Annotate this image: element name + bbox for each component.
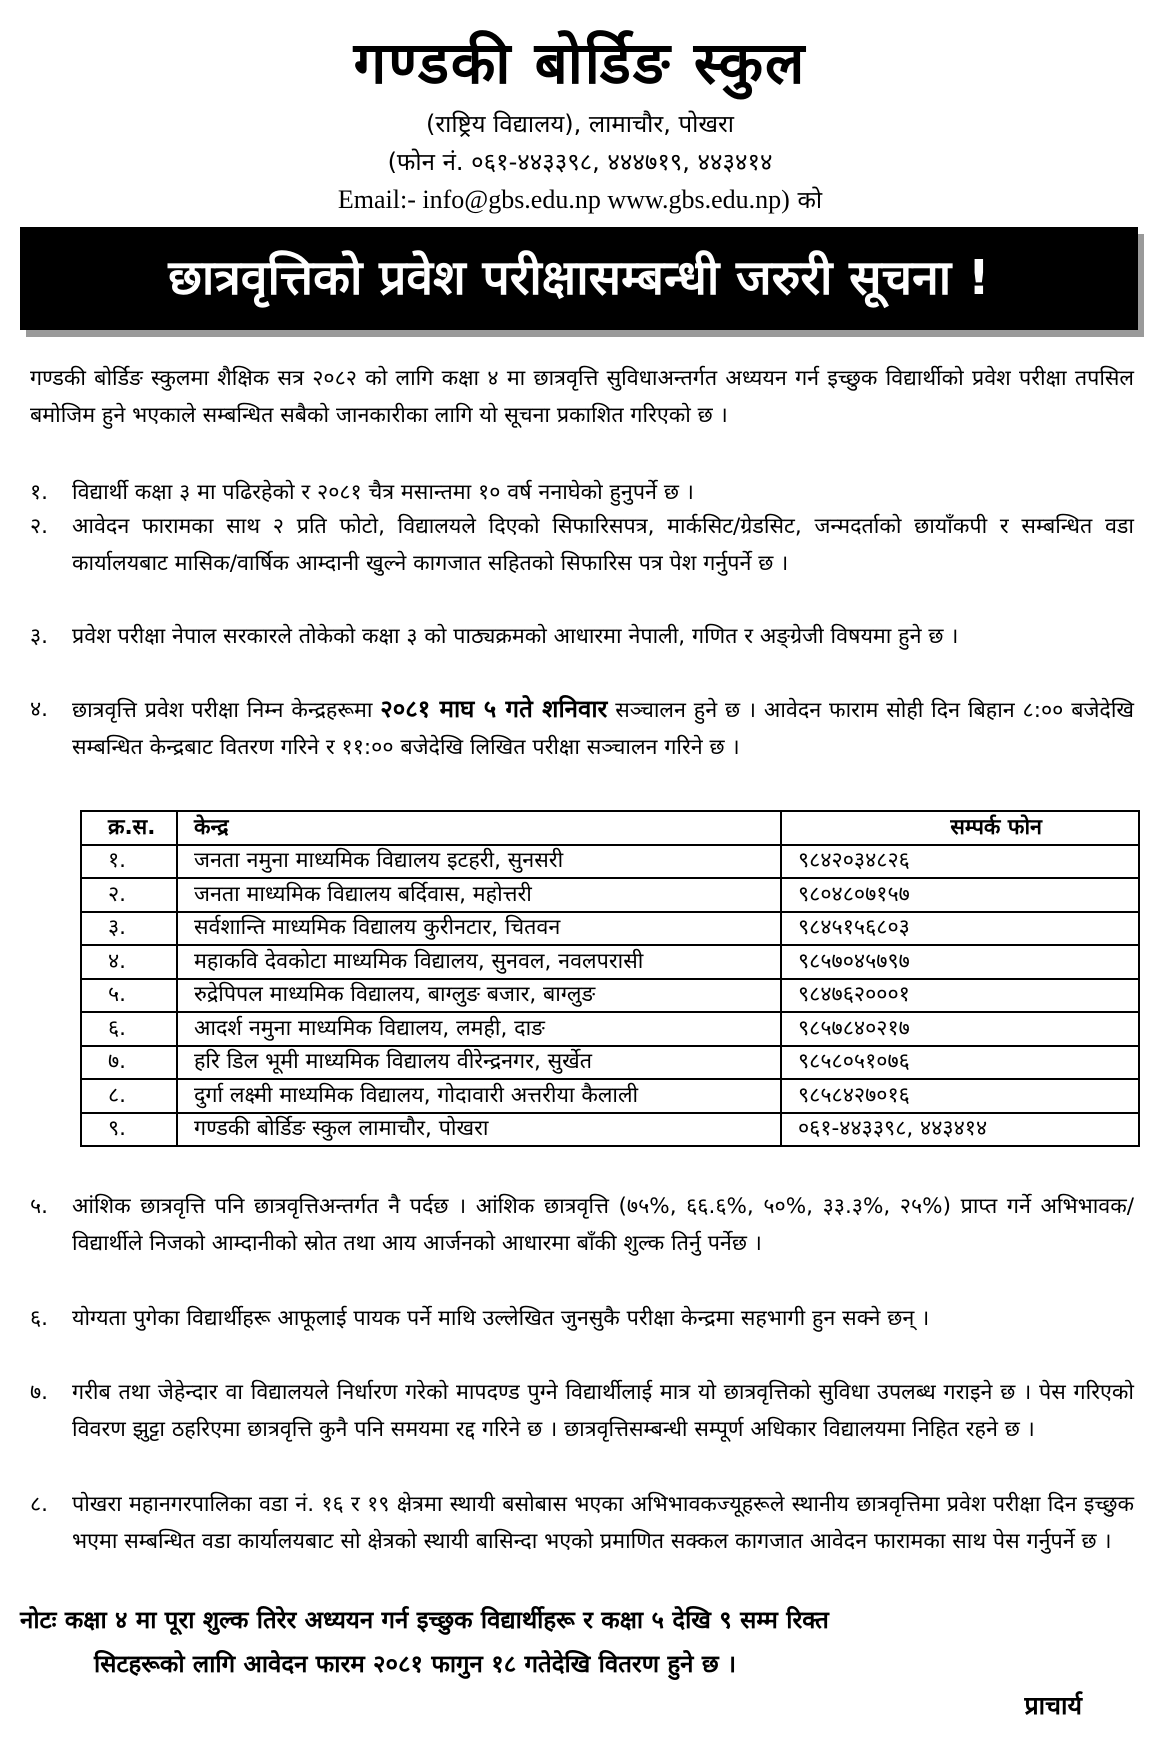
row-phone: ९८५८४२७०१६: [781, 1079, 1139, 1113]
item-text-before: छात्रवृत्ति प्रवेश परीक्षा निम्न केन्द्रहरूमा: [72, 698, 381, 723]
table-row: [81, 878, 1139, 912]
exam-centers-table: [80, 810, 1140, 1147]
intro-paragraph: गण्डकी बोर्डिङ स्कुलमा शैक्षिक सत्र २०८२ को लागि कक्षा ४ मा छात्रवृत्ति सुविधाअन्तर्गत अध्ययन गर्न इच्छुक विद्यार्थीको प्रवेश परीक्षा तपसिल बमोजिम हुने भएकाले सम्बन्धित सबैको जानकारीका लागि यो सूचना प्रकाशित गरिएको छ ।: [30, 366, 1134, 428]
notice-banner: [20, 227, 1138, 330]
item-number: २.: [30, 514, 49, 539]
list-item-5: [30, 1188, 1134, 1262]
table-row: [81, 1113, 1139, 1147]
item-text-after: सञ्चालन हुने छ । आवेदन फाराम सोही दिन बिहान ८:०० बजेदेखि सम्बन्धित केन्द्रबाट वितरण गरिने र ११:०० बजेदेखि लिखित परीक्षा सञ्चालन गरिने छ ।: [72, 698, 1134, 760]
row-sn: २.: [81, 878, 177, 912]
school-address: (राष्ट्रिय विद्यालय), लामाचौर, पोखरा: [426, 110, 734, 138]
list-item-2: [30, 508, 1134, 582]
row-phone: ९८५७८४०२१७: [781, 1012, 1139, 1046]
item-text: योग्यता पुगेका विद्यार्थीहरू आफूलाई पायक पर्ने माथि उल्लेखित जुनसुकै परीक्षा केन्द्रमा सहभागी हुन सक्ने छन् ।: [72, 1306, 930, 1331]
item-number: ५.: [30, 1194, 49, 1219]
header-sn: क्र.स.: [81, 811, 177, 845]
table-row: [81, 945, 1139, 979]
email-suffix: को: [789, 186, 823, 214]
table-row: [81, 979, 1139, 1013]
table-row: [81, 912, 1139, 946]
footer-note: [20, 1598, 1150, 1686]
row-center: दुर्गा लक्ष्मी माध्यमिक विद्यालय, गोदावारी अत्तरीया कैलाली: [177, 1079, 781, 1113]
row-center: हरि डिल भूमी माध्यमिक विद्यालय वीरेन्द्रनगर, सुर्खेत: [177, 1046, 781, 1080]
item-text: विद्यार्थी कक्षा ३ मा पढिरहेको र २०८१ चैत्र मसान्तमा १० वर्ष ननाघेको हुनुपर्ने छ ।: [72, 480, 694, 505]
row-sn: ३.: [81, 912, 177, 946]
item-number: ८.: [30, 1492, 49, 1517]
row-phone: ९८०४८०७१५७: [781, 878, 1139, 912]
table-row: [81, 845, 1139, 879]
item-number: ३.: [30, 624, 49, 649]
list-item-8: [30, 1486, 1134, 1560]
row-phone: ९८४७६२०००१: [781, 979, 1139, 1013]
header-phone: सम्पर्क फोन: [781, 811, 1139, 845]
item-number: ७.: [30, 1380, 49, 1405]
header-center: केन्द्र: [177, 811, 781, 845]
row-sn: १.: [81, 845, 177, 879]
row-center: जनता नमुना माध्यमिक विद्यालय इटहरी, सुनसरी: [177, 845, 781, 879]
table-row: [81, 1012, 1139, 1046]
notice-title: छात्रवृत्तिको प्रवेश परीक्षासम्बन्धी जरुरी सूचना !: [168, 250, 990, 306]
row-sn: ८.: [81, 1079, 177, 1113]
item-number: ६.: [30, 1306, 49, 1331]
item-text: पोखरा महानगरपालिका वडा नं. १६ र १९ क्षेत्रमा स्थायी बसोबास भएका अभिभावकज्यूहरूले स्थानीय छात्रवृत्तिमा प्रवेश परीक्षा दिन इच्छुक भएमा सम्बन्धित वडा कार्यालयबाट सो क्षेत्रको स्थायी बासिन्दा भएको प्रमाणित सक्कल कागजात आवेदन फारामका साथ पेस गर्नुपर्ने छ ।: [72, 1492, 1134, 1554]
school-name: गण्डकी बोर्डिङ स्कुल: [353, 29, 807, 97]
exam-date: २०८१ माघ ५ गते शनिवार: [380, 695, 608, 723]
row-center: गण्डकी बोर्डिङ स्कुल लामाचौर, पोखरा: [177, 1113, 781, 1147]
list-item-3: [30, 618, 1134, 655]
row-phone: ९८५८०५१०७६: [781, 1046, 1139, 1080]
list-item-4: [30, 691, 1134, 766]
school-phone: (फोन नं. ०६१-४४३३९८, ४४४७१९, ४४३४१४: [387, 148, 773, 176]
item-number: १.: [30, 480, 49, 505]
list-item-1: [30, 474, 1134, 511]
row-center: रुद्रेपिपल माध्यमिक विद्यालय, बाग्लुङ बजार, बाग्लुङ: [177, 979, 781, 1013]
row-phone: ९८४२०३४८२६: [781, 845, 1139, 879]
table-header-row: [81, 811, 1139, 845]
row-center: महाकवि देवकोटा माध्यमिक विद्यालय, सुनवल, नवलपरासी: [177, 945, 781, 979]
list-item-6: [30, 1300, 1134, 1337]
table-row: [81, 1079, 1139, 1113]
item-text: आवेदन फारामका साथ २ प्रति फोटो, विद्यालयले दिएको सिफारिसपत्र, मार्कसिट/ग्रेडसिट, जन्मदर्ताको छायाँकपी र सम्बन्धित वडा कार्यालयबाट मासिक/वार्षिक आम्दानी खुल्ने कागजात सहितको सिफारिस पत्र पेश गर्नुपर्ने छ ।: [72, 514, 1134, 576]
row-sn: ४.: [81, 945, 177, 979]
row-phone: ९८५७०४५७९७: [781, 945, 1139, 979]
item-text: [72, 691, 1134, 766]
row-center: सर्वशान्ति माध्यमिक विद्यालय कुरीनटार, चितवन: [177, 912, 781, 946]
row-sn: ९.: [81, 1113, 177, 1147]
row-sn: ६.: [81, 1012, 177, 1046]
row-sn: ७.: [81, 1046, 177, 1080]
table-row: [81, 1046, 1139, 1080]
item-text: प्रवेश परीक्षा नेपाल सरकारले तोकेको कक्षा ३ को पाठ्यक्रमको आधारमा नेपाली, गणित र अङ्ग्रेजी विषयमा हुने छ ।: [72, 624, 959, 649]
item-number: ४.: [30, 697, 49, 722]
note-line-2: सिटहरूको लागि आवेदन फारम २०८१ फागुन १८ गतेदेखि वितरण हुने छ ।: [94, 1650, 737, 1678]
note-line-1: नोटः कक्षा ४ मा पूरा शुल्क तिरेर अध्ययन गर्न इच्छुक विद्यार्थीहरू र कक्षा ५ देखि ९ सम्म रिक्त: [20, 1606, 829, 1634]
row-center: आदर्श नमुना माध्यमिक विद्यालय, लमही, दाङ: [177, 1012, 781, 1046]
row-phone: ९८४५१५६८०३: [781, 912, 1139, 946]
item-text: गरीब तथा जेहेन्दार वा विद्यालयले निर्धारण गरेको मापदण्ड पुग्ने विद्यार्थीलाई मात्र यो छात्रवृत्तिको सुविधा उपलब्ध गराइने छ । पेस गरिएको विवरण झुट्टा ठहरिएमा छात्रवृत्ति कुनै पनि समयमा रद्द गरिने छ । छात्रवृत्तिसम्बन्धी सम्पूर्ण अधिकार विद्यालयमा निहित रहने छ ।: [72, 1380, 1134, 1442]
school-contact: [0, 182, 1160, 218]
email-website: Email:- info@gbs.edu.np www.gbs.edu.np): [337, 185, 790, 214]
principal-signature: प्राचार्य: [1024, 1691, 1082, 1720]
list-item-7: [30, 1374, 1134, 1448]
item-text: आंशिक छात्रवृत्ति पनि छात्रवृत्तिअन्तर्गत नै पर्दछ । आंशिक छात्रवृत्ति (७५%, ६६.६%, ५०%, ३३.३%, २५%) प्राप्त गर्ने अभिभावक/विद्यार्थीले निजको आम्दानीको स्रोत तथा आय आर्जनको आधारमा बाँकी शुल्क तिर्नु पर्नेछ ।: [72, 1194, 1134, 1256]
row-center: जनता माध्यमिक विद्यालय बर्दिवास, महोत्तरी: [177, 878, 781, 912]
row-sn: ५.: [81, 979, 177, 1013]
row-phone: ०६१-४४३३९८, ४४३४१४: [781, 1113, 1139, 1147]
